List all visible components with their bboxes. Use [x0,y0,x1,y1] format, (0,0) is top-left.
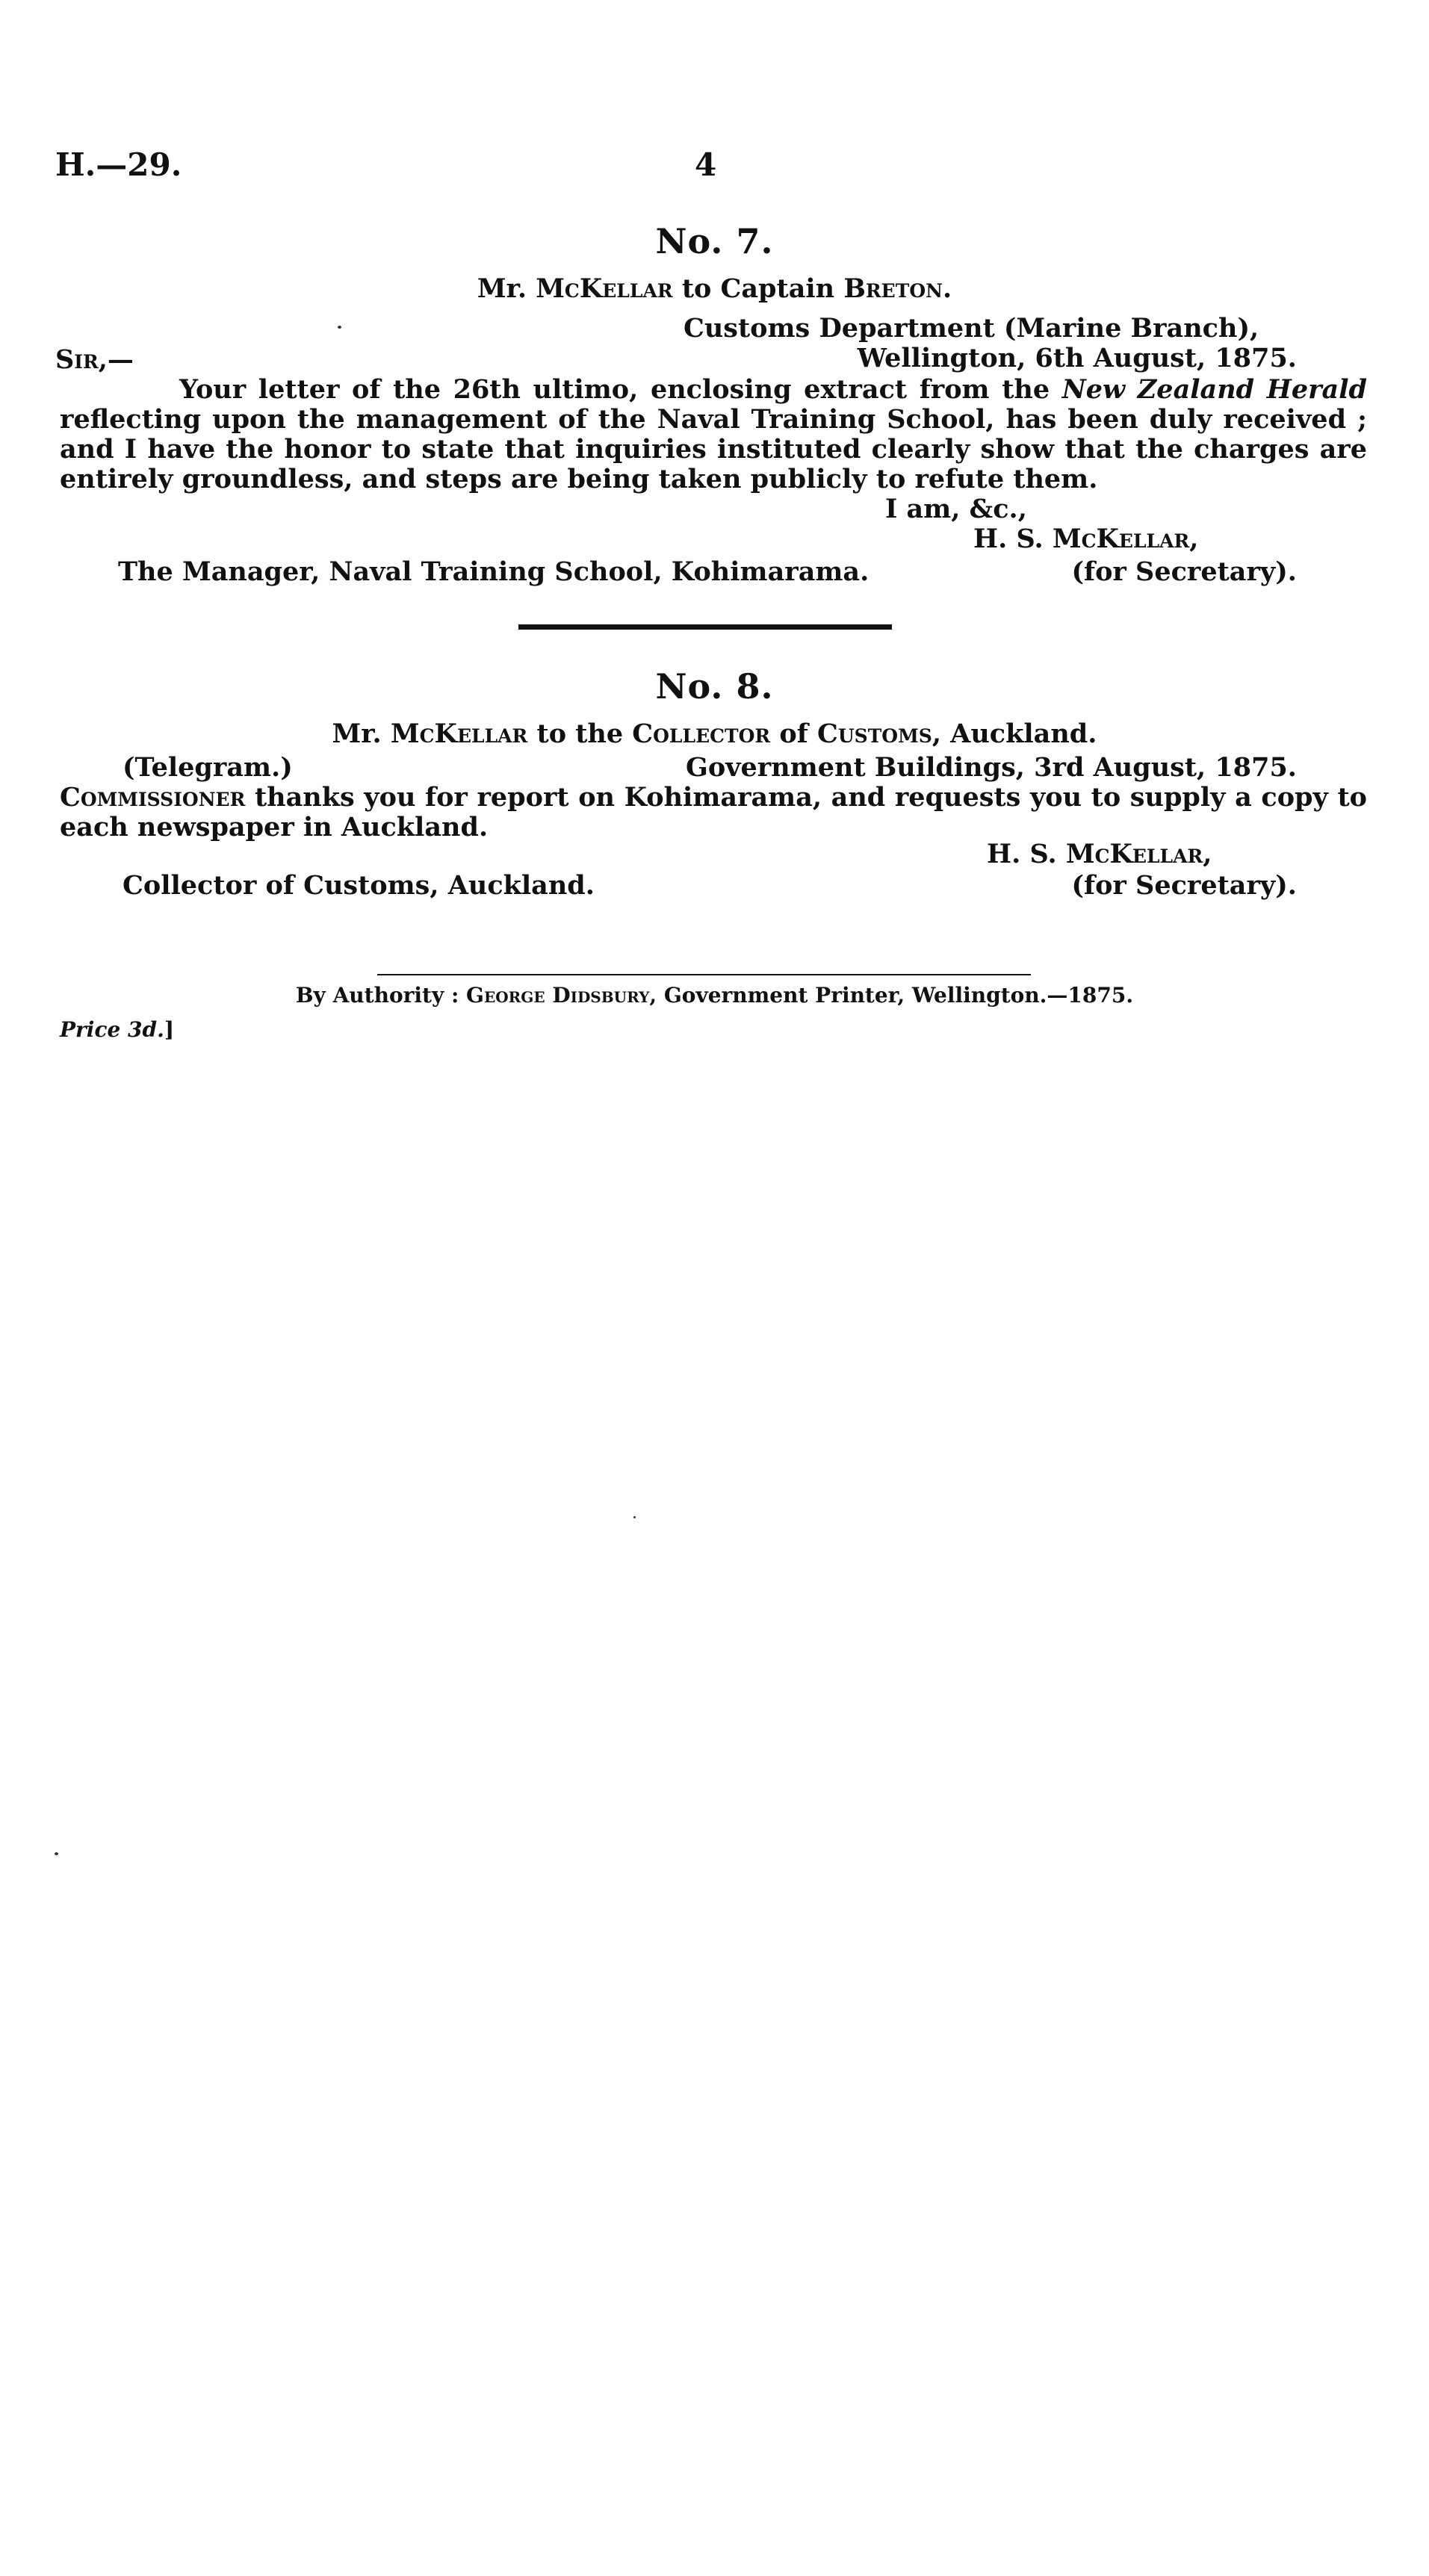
imprint-suffix: , Government Printer, Wellington.—1875. [649,983,1134,1008]
imprint-prefix: By Authority : [295,983,467,1008]
signature-prefix: H. S. [987,839,1066,869]
letter-8-telegram-label: (Telegram.) [123,752,293,783]
letter-7-addressee: The Manager, Naval Training School, Kohimarama. [118,556,870,587]
title-sender-name: McKellar [536,273,673,304]
letter-7-salutation: Sir,— [55,344,134,375]
body-part-2: reflecting upon the management of the Naval Training School, has been duly received ; and I have the honor to state that inquiries instituted clearly show that the charges are entirely groundless, and steps are being taken publicly to refute them. [60,404,1367,494]
letter-8-title [0,719,1429,749]
signature-end: , [1203,839,1212,869]
letter-7-for-secretary: (for Secretary). [1071,556,1297,587]
signature-name: McKellar [1052,524,1190,554]
doc-reference: H.—29. [55,146,182,183]
title-prefix: Mr. [477,273,536,304]
price-label: Price [60,1017,121,1042]
imprint-rule [377,974,1031,975]
letter-7-signature [973,524,1198,554]
title-prefix: Mr. [332,719,391,749]
letter-8-for-secretary: (for Secretary). [1071,870,1297,901]
printer-imprint [0,983,1429,1008]
section-divider [518,624,892,630]
body-commissioner: Commissioner [60,782,246,813]
title-middle: to Captain [672,273,844,304]
letter-7-address-line-2: Wellington, 6th August, 1875. [857,343,1297,373]
print-speck [55,1852,58,1855]
body-text: thanks you for report on Kohimarama, and requests you to supply a copy to each newspaper in Auckland. [60,782,1367,842]
letter-7-address-line-1: Customs Department (Marine Branch), [683,313,1259,344]
letter-7-closing: I am, &c., [885,494,1027,524]
letter-8-number: No. 8. [655,666,774,707]
letter-8-body [60,783,1367,842]
body-part-1: Your letter of the 26th ultimo, enclosing extract from the [179,374,1062,405]
letter-8-address: Government Buildings, 3rd August, 1875. [685,752,1297,783]
title-end: . [942,273,952,304]
signature-name: McKellar [1065,839,1203,869]
page-number: 4 [695,146,717,183]
body-newspaper-title: New Zealand Herald [1061,374,1368,405]
price-bracket: ] [164,1017,175,1042]
printer-name: George Didsbury [466,983,650,1008]
letter-7-title [0,273,1429,304]
letter-8-signature [987,839,1212,869]
letter-8-addressee: Collector of Customs, Auckland. [123,870,595,901]
signature-prefix: H. S. [973,524,1053,554]
title-end: , Auckland. [932,719,1097,749]
signature-end: , [1189,524,1199,554]
title-sender-name: McKellar [390,719,528,749]
letter-7-body [60,375,1367,494]
print-speck [633,1516,636,1518]
title-recipient-name: Collector [632,719,771,749]
title-middle: to the [527,719,633,749]
title-recipient-name: Breton [843,273,943,304]
title-of: of [770,719,817,749]
print-speck [338,326,341,329]
price-value: 3d. [120,1017,164,1042]
letter-7-number: No. 7. [655,221,774,261]
title-customs: Customs [816,719,932,749]
price-note [60,1017,174,1042]
